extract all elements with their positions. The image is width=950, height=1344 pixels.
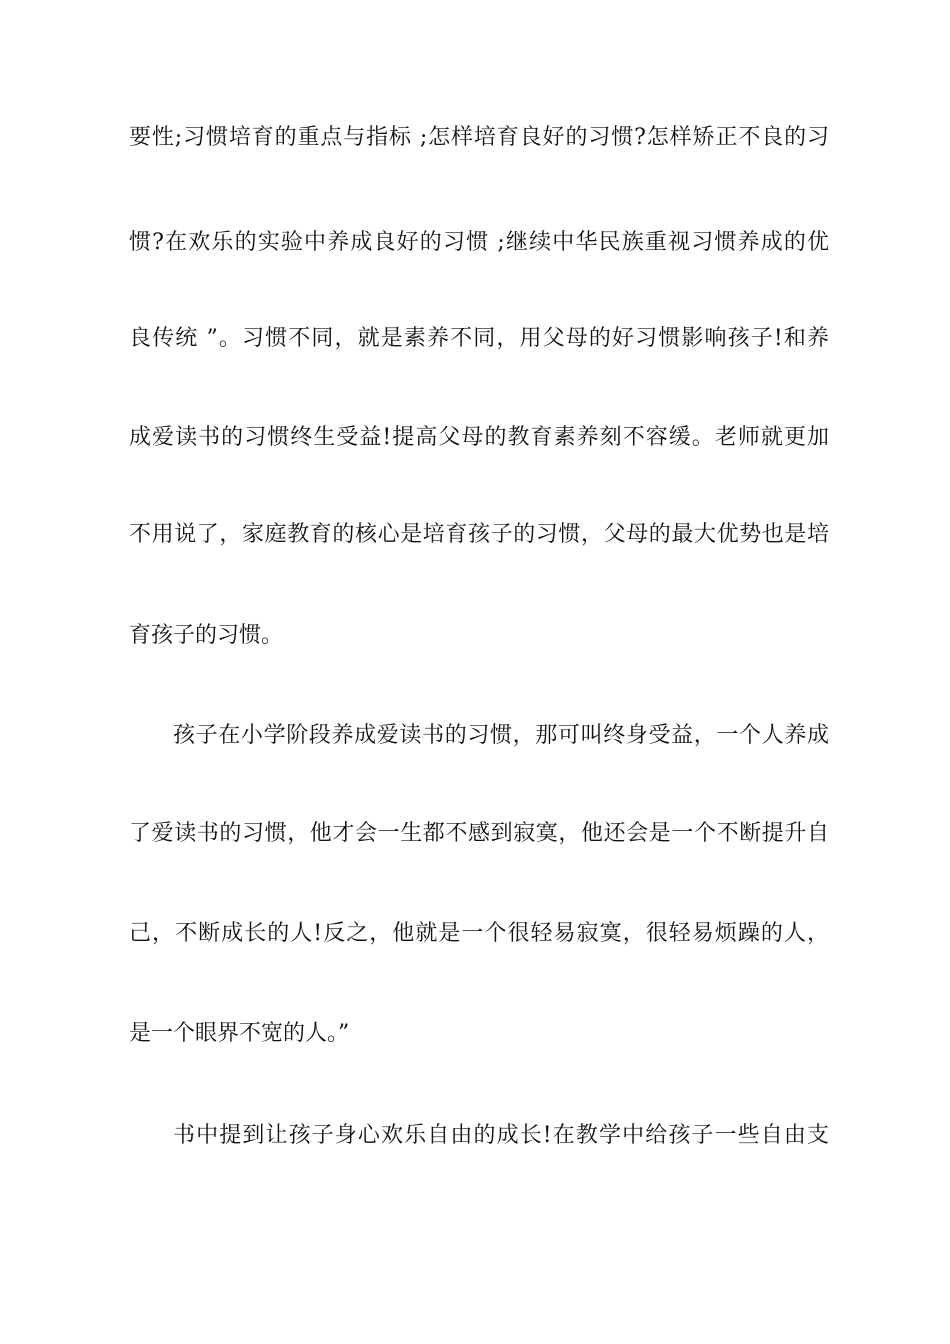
paragraph-2-line-2: 了爱读书的习惯，他才会一生都不感到寂寞，他还会是一个不断提升自 [129, 821, 829, 846]
paragraph-3-line-1: 书中提到让孩子身心欢乐自由的成长!在教学中给孩子一些自由支 [173, 1123, 829, 1148]
paragraph-1-line-6: 育孩子的习惯。 [129, 623, 284, 648]
paragraph-2-line-3: 己，不断成长的人!反之，他就是一个很轻易寂寞，很轻易烦躁的人， [129, 921, 829, 946]
paragraph-1-line-1: 要性;习惯培育的重点与指标 ;怎样培育良好的习惯?怎样矫正不良的习 [129, 125, 829, 150]
paragraph-2-line-4: 是一个眼界不宽的人。” [129, 1021, 350, 1046]
paragraph-1-line-4: 成爱读书的习惯终生受益!提高父母的教育素养刻不容缓。老师就更加 [129, 425, 829, 450]
paragraph-1-line-2: 惯?在欢乐的实验中养成良好的习惯 ;继续中华民族重视习惯养成的优 [129, 230, 829, 255]
paragraph-1-line-3: 良传统 ”。习惯不同，就是素养不同，用父母的好习惯影响孩子!和养 [129, 326, 829, 351]
paragraph-1-line-5: 不用说了，家庭教育的核心是培育孩子的习惯，父母的最大优势也是培 [129, 522, 829, 547]
paragraph-2-line-1: 孩子在小学阶段养成爱读书的习惯，那可叫终身受益，一个人养成 [173, 723, 829, 748]
